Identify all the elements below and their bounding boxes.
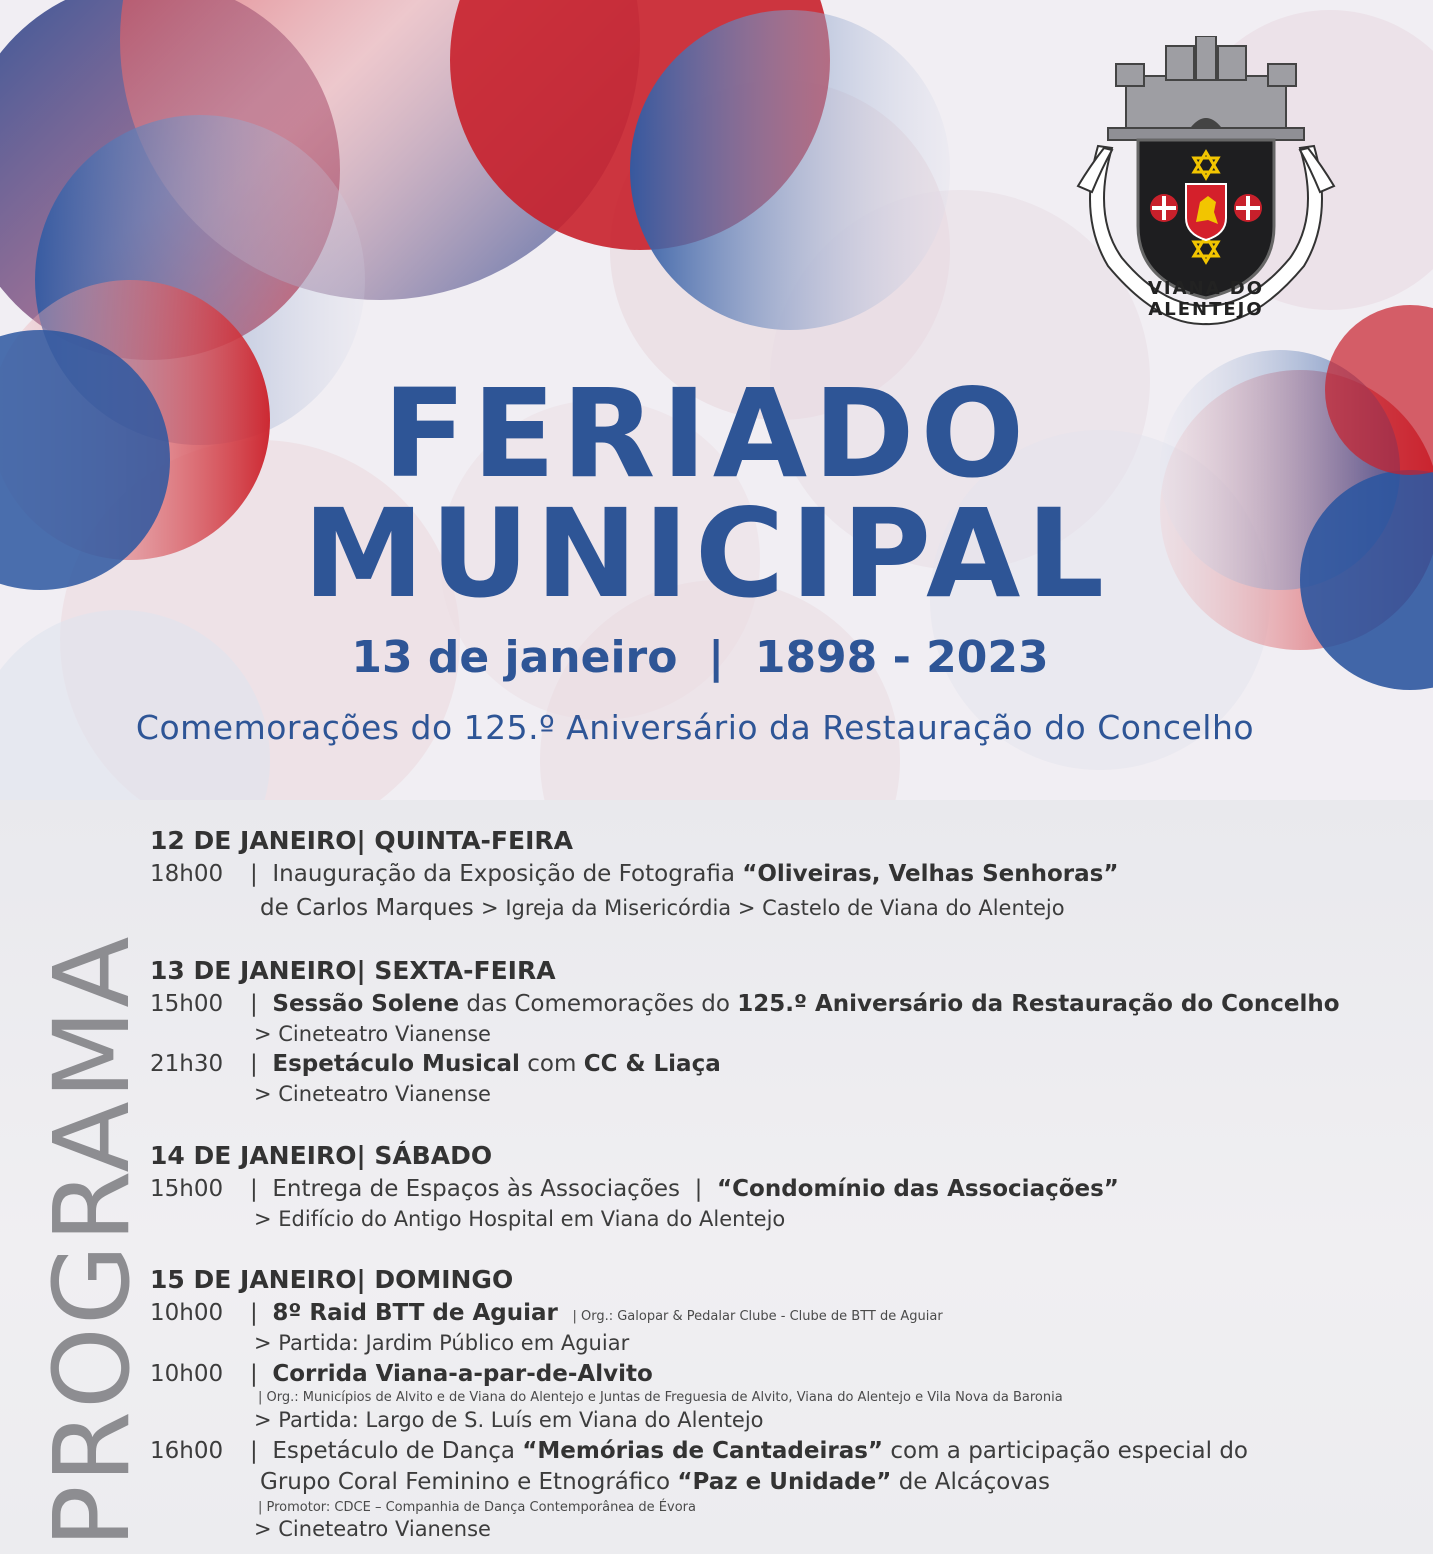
day-heading: 13 DE JANEIRO| SEXTA-FEIRA bbox=[150, 956, 556, 985]
event-organizer: | Org.: Municípios de Alvito e de Viana do Alentejo e Juntas de Freguesia de Alvito, Viana do Alentejo e Vila Nova da Baronia bbox=[258, 1390, 1063, 1405]
day-heading: 14 DE JANEIRO| SÁBADO bbox=[150, 1141, 493, 1170]
event-row bbox=[150, 861, 1118, 887]
event-row bbox=[150, 1361, 653, 1387]
event-row bbox=[150, 991, 1340, 1017]
event-row bbox=[150, 1176, 1119, 1202]
event-time: 15h00 bbox=[150, 1176, 224, 1202]
event-title-2: “Paz e Unidade” bbox=[677, 1469, 892, 1495]
event-location: > Cineteatro Vianense bbox=[254, 1517, 491, 1541]
event-location: > Partida: Largo de S. Luís em Viana do Alentejo bbox=[254, 1408, 764, 1432]
event-location: > Cineteatro Vianense bbox=[254, 1082, 491, 1106]
event-location: > Partida: Jardim Público em Aguiar bbox=[254, 1331, 630, 1355]
event-time: 10h00 bbox=[150, 1300, 224, 1326]
crest-caption: VIANA DO ALENTEJO bbox=[1147, 278, 1265, 320]
event-text: Espetáculo de Dança bbox=[272, 1438, 523, 1464]
event-title: “Oliveiras, Velhas Senhoras” bbox=[742, 861, 1119, 887]
event-author: de Carlos Marques bbox=[260, 895, 474, 921]
event-title-2: 125.º Aniversário da Restauração do Concelho bbox=[737, 991, 1340, 1017]
separator: | bbox=[250, 1176, 258, 1202]
event-text-4: de Alcáçovas bbox=[891, 1469, 1051, 1495]
event-text: com bbox=[519, 1051, 584, 1077]
event-location: > Igreja da Misericórdia > Castelo de Viana do Alentejo bbox=[481, 896, 1065, 920]
event-organizer: | Org.: Galopar & Pedalar Clube - Clube de BTT de Aguiar bbox=[572, 1309, 943, 1324]
event-title: Espetáculo Musical bbox=[272, 1051, 520, 1077]
event-location: > Cineteatro Vianense bbox=[254, 1022, 491, 1046]
event-text: Entrega de Espaços às Associações | bbox=[272, 1176, 718, 1202]
event-text: Inauguração da Exposição de Fotografia bbox=[272, 861, 743, 887]
date-line: 13 de janeiro | 1898 - 2023 bbox=[351, 632, 1049, 683]
event-time: 16h00 bbox=[150, 1438, 224, 1464]
event-title: Sessão Solene bbox=[272, 991, 460, 1017]
event-time: 21h30 bbox=[150, 1051, 224, 1077]
title-line-2: MUNICIPAL bbox=[302, 483, 1111, 625]
event-text-3: Grupo Coral Feminino e Etnográfico bbox=[260, 1469, 678, 1495]
event-title: 8º Raid BTT de Aguiar bbox=[272, 1300, 558, 1326]
program-section bbox=[0, 800, 1433, 1554]
event-time: 10h00 bbox=[150, 1361, 224, 1387]
event-detail bbox=[260, 895, 1065, 921]
event-time: 15h00 bbox=[150, 991, 224, 1017]
separator: | bbox=[250, 861, 258, 887]
event-row bbox=[150, 1051, 721, 1077]
separator: | bbox=[250, 1051, 258, 1077]
event-text-2: com a participação especial do bbox=[883, 1438, 1248, 1464]
subtitle: Comemorações do 125.º Aniversário da Restauração do Concelho bbox=[135, 708, 1255, 747]
event-title: “Condomínio das Associações” bbox=[717, 1176, 1119, 1202]
event-location: > Edifício do Antigo Hospital em Viana do Alentejo bbox=[254, 1207, 786, 1231]
separator: | bbox=[250, 991, 258, 1017]
event-time: 18h00 bbox=[150, 861, 224, 887]
title-line-1: FERIADO bbox=[382, 363, 1031, 505]
event-title: “Memórias de Cantadeiras” bbox=[522, 1438, 884, 1464]
separator: | bbox=[250, 1438, 258, 1464]
event-detail bbox=[260, 1469, 1050, 1495]
event-row bbox=[150, 1438, 1248, 1464]
event-row bbox=[150, 1300, 943, 1326]
program-vertical-label: PROGRAMA bbox=[31, 934, 153, 1548]
separator: | bbox=[250, 1361, 258, 1387]
event-title: Corrida Viana-a-par-de-Alvito bbox=[272, 1361, 653, 1387]
event-organizer: | Promotor: CDCE – Companhia de Dança Contemporânea de Évora bbox=[258, 1500, 696, 1515]
separator: | bbox=[250, 1300, 258, 1326]
day-heading: 15 DE JANEIRO| DOMINGO bbox=[150, 1265, 514, 1294]
event-text: das Comemorações do bbox=[459, 991, 738, 1017]
event-title-2: CC & Liaça bbox=[583, 1051, 721, 1077]
day-heading: 12 DE JANEIRO| QUINTA-FEIRA bbox=[150, 826, 573, 855]
